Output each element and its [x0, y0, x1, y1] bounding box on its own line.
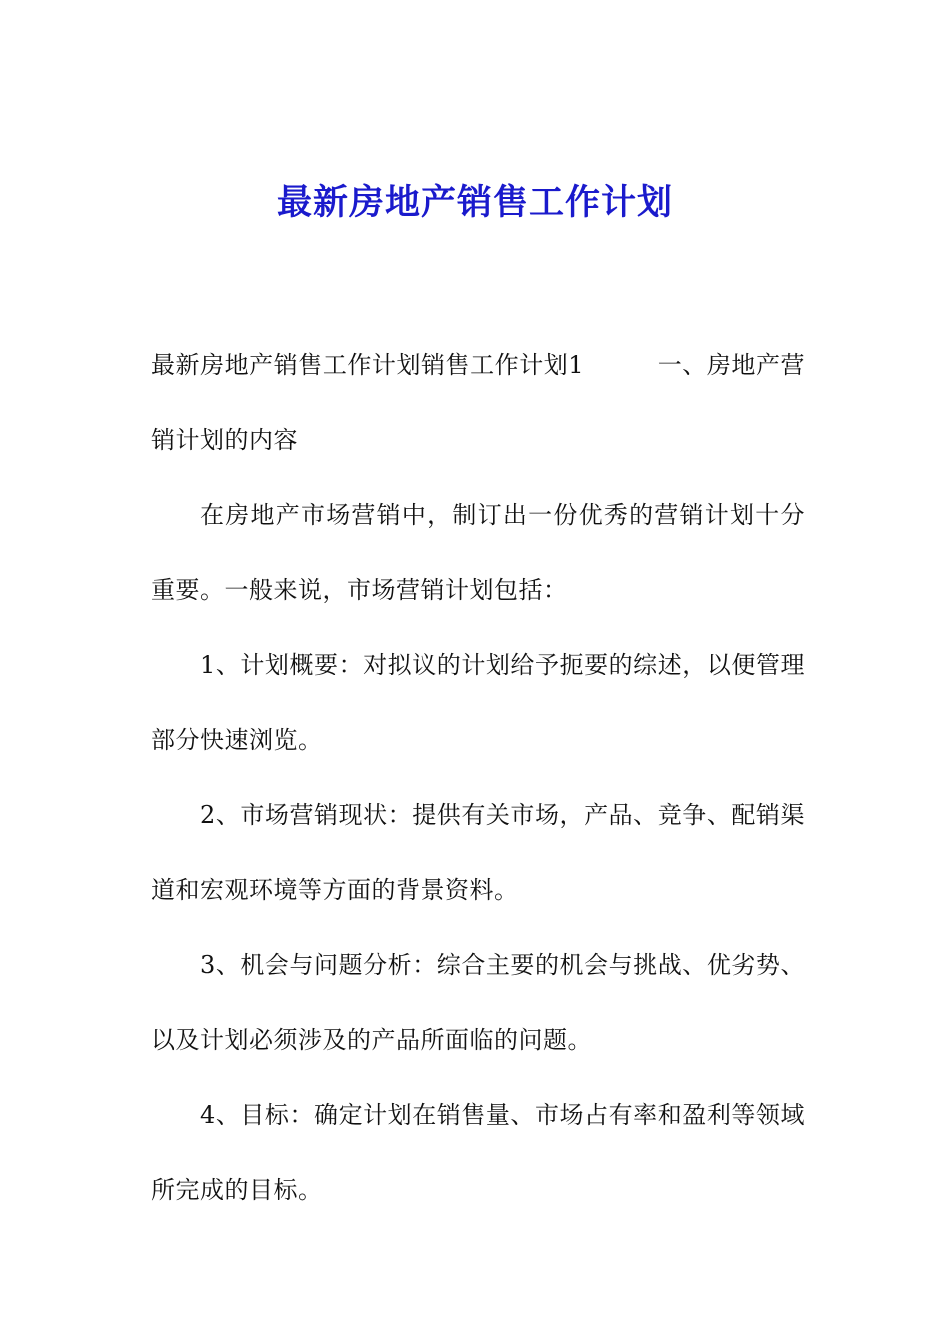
- paragraph-intro: 最新房地产销售工作计划销售工作计划1 一、房地产营销计划的内容: [151, 351, 805, 454]
- document-body: [151, 328, 805, 1228]
- paragraph-item-2: 2、市场营销现状：提供有关市场，产品、竞争、配销渠道和宏观环境等方面的背景资料。: [151, 801, 805, 904]
- paragraph-item-1: 1、计划概要：对拟议的计划给予扼要的综述，以便管理部分快速浏览。: [151, 651, 805, 754]
- paragraph-overview: 在房地产市场营销中，制订出一份优秀的营销计划十分重要。一般来说，市场营销计划包括：: [151, 501, 805, 604]
- paragraph-item-3: 3、机会与问题分析：综合主要的机会与挑战、优劣势、以及计划必须涉及的产品所面临的问题。: [151, 951, 805, 1054]
- document-title: 最新房地产销售工作计划: [276, 183, 673, 223]
- paragraph-item-4: 4、目标：确定计划在销售量、市场占有率和盈利等领域所完成的目标。: [151, 1101, 805, 1204]
